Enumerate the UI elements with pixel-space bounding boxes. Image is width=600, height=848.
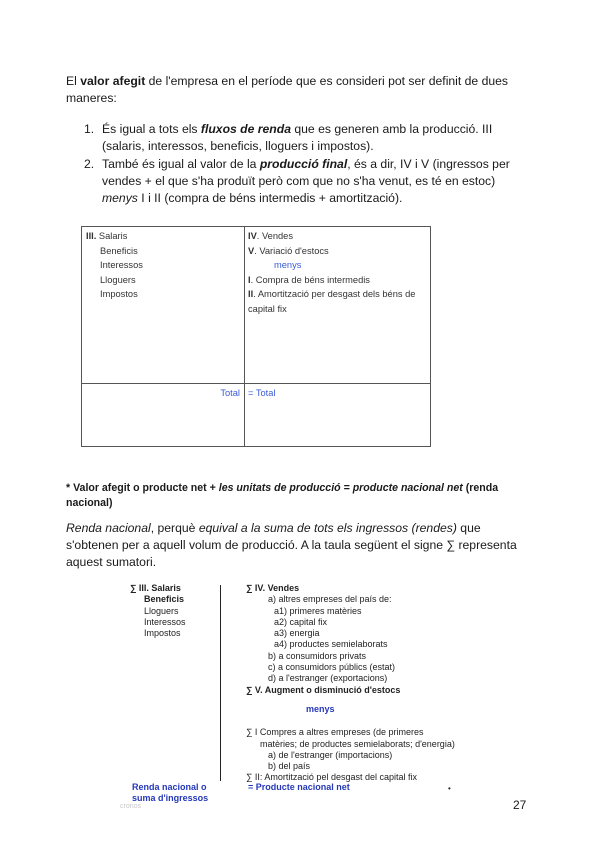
table-divider <box>220 585 221 781</box>
list-text: que es generen amb la producció. III (salaris, interessos, beneficis, lloguers i impostos). <box>102 122 493 153</box>
income-column <box>130 583 186 639</box>
table-line: ∑ III. Salaris <box>130 583 181 593</box>
table-line: a2) capital fix <box>274 616 328 627</box>
intro-text: de l'empresa en el període que es consideri pot ser definit de dues maneres: <box>66 74 509 105</box>
table-line: ∑ IV. Vendes <box>246 583 300 593</box>
total-left: Total <box>220 388 240 398</box>
table-cell: Interessos <box>100 260 143 270</box>
table-cell: Beneficis <box>100 245 138 256</box>
table-divider <box>244 227 245 446</box>
production-column <box>248 229 426 316</box>
intro-bold: valor afegit <box>80 74 146 88</box>
roman-label: II <box>248 289 254 299</box>
intro-text: El <box>66 74 81 88</box>
intro-paragraph <box>66 73 536 107</box>
table-line: d) a l'estranger (exportacions) <box>268 673 388 684</box>
income-column <box>86 229 143 302</box>
table-cell: . Vendes <box>256 231 293 241</box>
list-text: També és igual al valor de la <box>102 157 260 171</box>
table-line: b) del país <box>268 761 311 772</box>
list-number: 1. <box>84 122 95 136</box>
table-line: Impostos <box>144 628 181 639</box>
sales-block <box>246 583 486 696</box>
table-line: matèries; de productes semielaborats; d'energia) <box>260 738 455 749</box>
list-italic: menys <box>102 191 138 205</box>
footer-line: Renda nacional o <box>132 782 207 792</box>
note-text: (renda nacional) <box>66 482 499 509</box>
table-line: c) a consumidors públics (estat) <box>268 662 396 673</box>
note-emphasis: les unitats de producció = producte nacional net <box>218 482 463 494</box>
definitions-list <box>84 121 534 208</box>
faint-watermark: cronos <box>120 803 142 810</box>
value-added-note <box>66 481 536 511</box>
table-cell: . Compra de béns intermedis <box>250 274 370 285</box>
para-italic: equival a la suma de tots els ingressos (rendes) <box>198 521 457 535</box>
table-line: a4) productes semielaborats <box>274 639 388 650</box>
total-right: = Total <box>248 388 276 398</box>
table-cell: . Variació d'estocs <box>254 245 329 256</box>
summation-table <box>130 583 490 813</box>
national-income-paragraph <box>66 520 536 571</box>
list-item <box>84 121 534 155</box>
table-line: a3) energia <box>274 628 320 639</box>
purchases-block <box>246 727 486 783</box>
table-cell: Lloguers <box>100 274 136 285</box>
para-italic: Renda nacional <box>66 521 151 535</box>
roman-label: IV <box>248 231 257 241</box>
table-divider <box>82 383 430 384</box>
table-line: Beneficis <box>144 594 185 605</box>
roman-label: III. <box>86 231 97 241</box>
table-cell: . Amortització per desgast dels béns de capital fix <box>248 289 416 314</box>
page-number: 27 <box>513 798 527 812</box>
menys-label: menys <box>274 260 302 270</box>
footer-line: suma d'ingressos <box>132 793 209 803</box>
table-cell: Impostos <box>100 289 138 299</box>
production-column <box>246 583 486 784</box>
table-line: ∑ II: Amortització pel desgast del capital fix <box>246 772 417 783</box>
note-text: * Valor afegit o producte net + <box>66 482 219 494</box>
menys-label: menys <box>306 703 335 714</box>
roman-label: I <box>248 274 251 285</box>
table-line: Lloguers <box>144 605 179 616</box>
table-line: a1) primeres matèries <box>274 605 362 616</box>
table-line: a) altres empreses del país de: <box>268 594 392 605</box>
table-line: ∑ V. Augment o disminució d'estocs <box>246 684 401 695</box>
table-line: Interessos <box>144 616 186 627</box>
table-line: b) a consumidors privats <box>268 650 367 661</box>
net-product-label: = Producte nacional net <box>248 782 350 792</box>
para-text: , perquè <box>150 521 199 535</box>
list-item <box>84 156 534 207</box>
list-emphasis: producció final <box>259 157 348 171</box>
table-cell: Salaris <box>96 231 128 241</box>
national-income-label <box>132 782 208 804</box>
income-table <box>81 226 431 447</box>
bullet-mark: • <box>448 784 451 793</box>
table-line: ∑ I Compres a altres empreses (de primeres <box>246 727 424 738</box>
roman-label: V <box>248 245 255 256</box>
list-text: És igual a tots els <box>102 122 201 136</box>
list-number: 2. <box>84 157 95 171</box>
list-emphasis: fluxos de renda <box>200 122 291 136</box>
list-text: I i II (compra de béns intermedis + amortització). <box>137 191 403 205</box>
table-line: a) de l'estranger (importacions) <box>268 749 393 760</box>
para-text: que s'obtenen per a aquell volum de producció. A la taula següent el signe ∑ representa aquest sumatori. <box>66 521 517 569</box>
list-text: , és a dir, IV i V (ingressos per vendes + el que s'ha produït però com que no s'ha venut, es té en estoc) <box>102 157 510 188</box>
